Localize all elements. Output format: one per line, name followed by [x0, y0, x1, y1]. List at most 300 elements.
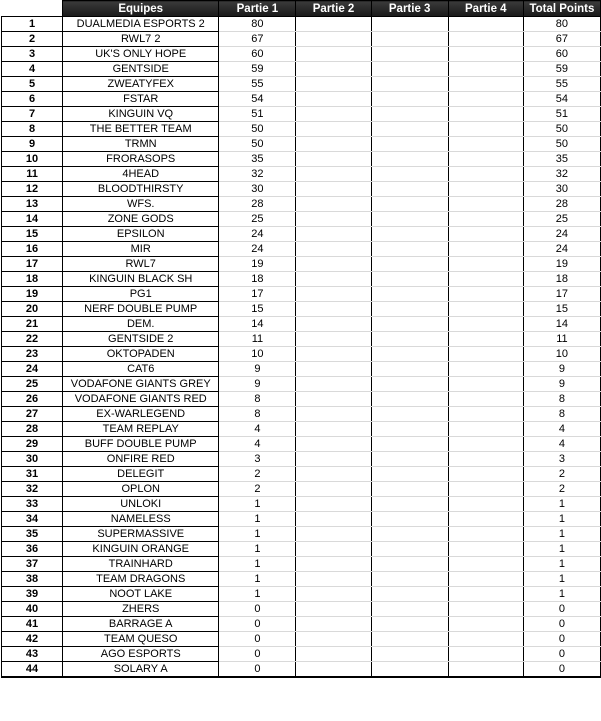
partie2-cell: [296, 242, 371, 257]
team-name-cell: SOLARY A: [63, 662, 219, 678]
table-row: [2, 287, 601, 302]
team-name-cell: TEAM QUESO: [63, 632, 219, 647]
partie2-cell: [296, 62, 371, 77]
table-row: [2, 152, 601, 167]
partie4-cell: [448, 212, 523, 227]
partie4-cell: [448, 467, 523, 482]
partie1-cell: 0: [219, 602, 296, 617]
team-name-cell: DEM.: [63, 317, 219, 332]
partie2-cell: [296, 182, 371, 197]
total-points-cell: 1: [523, 587, 600, 602]
table-row: [2, 392, 601, 407]
partie1-cell: 0: [219, 662, 296, 678]
partie2-cell: [296, 497, 371, 512]
partie1-cell: 1: [219, 587, 296, 602]
partie4-cell: [448, 317, 523, 332]
table-row: [2, 572, 601, 587]
partie1-cell: 3: [219, 452, 296, 467]
partie1-cell: 4: [219, 422, 296, 437]
partie4-cell: [448, 407, 523, 422]
partie2-cell: [296, 572, 371, 587]
partie1-cell: 2: [219, 482, 296, 497]
team-name-cell: OKTOPADEN: [63, 347, 219, 362]
partie3-column-header: Partie 3: [371, 1, 448, 17]
partie4-cell: [448, 197, 523, 212]
team-name-cell: NAMELESS: [63, 512, 219, 527]
partie1-cell: 60: [219, 47, 296, 62]
team-name-cell: VODAFONE GIANTS RED: [63, 392, 219, 407]
total-points-cell: 24: [523, 227, 600, 242]
total-points-cell: 32: [523, 167, 600, 182]
rank-cell: 30: [2, 452, 63, 467]
partie2-cell: [296, 32, 371, 47]
team-name-cell: BUFF DOUBLE PUMP: [63, 437, 219, 452]
partie2-cell: [296, 407, 371, 422]
partie1-cell: 51: [219, 107, 296, 122]
partie4-cell: [448, 377, 523, 392]
partie2-cell: [296, 47, 371, 62]
partie4-cell: [448, 452, 523, 467]
partie4-cell: [448, 332, 523, 347]
total-points-cell: 1: [523, 557, 600, 572]
table-row: [2, 257, 601, 272]
rank-cell: 32: [2, 482, 63, 497]
partie3-cell: [371, 332, 448, 347]
table-row: [2, 362, 601, 377]
table-row: [2, 242, 601, 257]
rank-cell: 39: [2, 587, 63, 602]
team-name-cell: UK'S ONLY HOPE: [63, 47, 219, 62]
partie3-cell: [371, 452, 448, 467]
table-row: [2, 32, 601, 47]
table-row: [2, 437, 601, 452]
partie2-cell: [296, 437, 371, 452]
team-name-cell: NOOT LAKE: [63, 587, 219, 602]
partie4-cell: [448, 422, 523, 437]
team-name-cell: EX-WARLEGEND: [63, 407, 219, 422]
partie4-cell: [448, 347, 523, 362]
rank-cell: 22: [2, 332, 63, 347]
partie1-cell: 11: [219, 332, 296, 347]
partie1-cell: 50: [219, 137, 296, 152]
total-points-cell: 8: [523, 392, 600, 407]
partie4-cell: [448, 662, 523, 678]
team-name-cell: AGO ESPORTS: [63, 647, 219, 662]
table-row: [2, 662, 601, 678]
total-points-cell: 2: [523, 467, 600, 482]
rank-cell: 37: [2, 557, 63, 572]
partie4-cell: [448, 557, 523, 572]
total-points-cell: 1: [523, 512, 600, 527]
team-name-cell: ONFIRE RED: [63, 452, 219, 467]
partie3-cell: [371, 317, 448, 332]
table-row: [2, 77, 601, 92]
header-row: [2, 1, 601, 17]
table-header: [2, 1, 601, 17]
partie1-cell: 1: [219, 527, 296, 542]
total-points-cell: 15: [523, 302, 600, 317]
table-row: [2, 107, 601, 122]
partie2-cell: [296, 377, 371, 392]
total-points-cell: 14: [523, 317, 600, 332]
team-name-cell: DUALMEDIA ESPORTS 2: [63, 17, 219, 32]
partie2-cell: [296, 332, 371, 347]
table-row: [2, 197, 601, 212]
partie4-cell: [448, 512, 523, 527]
partie1-cell: 25: [219, 212, 296, 227]
partie1-cell: 35: [219, 152, 296, 167]
total-points-cell: 10: [523, 347, 600, 362]
partie4-cell: [448, 257, 523, 272]
partie4-cell: [448, 122, 523, 137]
partie4-cell: [448, 392, 523, 407]
total-points-cell: 11: [523, 332, 600, 347]
team-name-cell: KINGUIN ORANGE: [63, 542, 219, 557]
partie3-cell: [371, 107, 448, 122]
partie3-cell: [371, 512, 448, 527]
rank-cell: 20: [2, 302, 63, 317]
team-name-cell: TRAINHARD: [63, 557, 219, 572]
table-row: [2, 302, 601, 317]
partie1-cell: 10: [219, 347, 296, 362]
partie3-cell: [371, 407, 448, 422]
partie4-cell: [448, 137, 523, 152]
rank-cell: 38: [2, 572, 63, 587]
partie3-cell: [371, 17, 448, 32]
table-row: [2, 407, 601, 422]
partie1-cell: 0: [219, 647, 296, 662]
team-name-cell: RWL7: [63, 257, 219, 272]
team-name-cell: TEAM REPLAY: [63, 422, 219, 437]
partie3-cell: [371, 647, 448, 662]
partie3-cell: [371, 167, 448, 182]
partie2-column-header: Partie 2: [296, 1, 371, 17]
partie3-cell: [371, 242, 448, 257]
total-points-cell: 0: [523, 647, 600, 662]
team-name-cell: KINGUIN BLACK SH: [63, 272, 219, 287]
rank-column-header: [2, 1, 63, 17]
rank-cell: 18: [2, 272, 63, 287]
rank-cell: 7: [2, 107, 63, 122]
partie1-cell: 1: [219, 557, 296, 572]
partie4-cell: [448, 497, 523, 512]
table-row: [2, 527, 601, 542]
rank-cell: 8: [2, 122, 63, 137]
rank-cell: 15: [2, 227, 63, 242]
total-points-cell: 54: [523, 92, 600, 107]
partie2-cell: [296, 662, 371, 678]
partie1-cell: 0: [219, 632, 296, 647]
table-row: [2, 347, 601, 362]
partie1-cell: 17: [219, 287, 296, 302]
team-name-cell: ZONE GODS: [63, 212, 219, 227]
partie2-cell: [296, 317, 371, 332]
rank-cell: 35: [2, 527, 63, 542]
equipes-column-header: Equipes: [63, 1, 219, 17]
partie1-cell: 9: [219, 362, 296, 377]
table-row: [2, 557, 601, 572]
rank-cell: 19: [2, 287, 63, 302]
table-row: [2, 422, 601, 437]
partie3-cell: [371, 437, 448, 452]
partie2-cell: [296, 77, 371, 92]
table-row: [2, 587, 601, 602]
team-name-cell: GENTSIDE: [63, 62, 219, 77]
total-points-cell: 8: [523, 407, 600, 422]
table-row: [2, 377, 601, 392]
partie1-cell: 15: [219, 302, 296, 317]
team-name-cell: PG1: [63, 287, 219, 302]
partie1-cell: 30: [219, 182, 296, 197]
partie4-cell: [448, 32, 523, 47]
total-points-cell: 18: [523, 272, 600, 287]
partie4-cell: [448, 77, 523, 92]
partie2-cell: [296, 272, 371, 287]
partie1-cell: 8: [219, 407, 296, 422]
partie3-cell: [371, 92, 448, 107]
partie3-cell: [371, 347, 448, 362]
partie4-cell: [448, 182, 523, 197]
partie1-cell: 80: [219, 17, 296, 32]
team-name-cell: ZWEATYFEX: [63, 77, 219, 92]
partie1-cell: 67: [219, 32, 296, 47]
partie2-cell: [296, 587, 371, 602]
partie4-cell: [448, 302, 523, 317]
partie3-cell: [371, 587, 448, 602]
rank-cell: 12: [2, 182, 63, 197]
total-points-cell: 35: [523, 152, 600, 167]
rank-cell: 23: [2, 347, 63, 362]
partie1-cell: 24: [219, 242, 296, 257]
partie1-cell: 50: [219, 122, 296, 137]
partie2-cell: [296, 647, 371, 662]
partie1-cell: 4: [219, 437, 296, 452]
total-points-column-header: Total Points: [523, 1, 600, 17]
rank-cell: 27: [2, 407, 63, 422]
partie1-cell: 59: [219, 62, 296, 77]
partie3-cell: [371, 122, 448, 137]
partie3-cell: [371, 197, 448, 212]
table-row: [2, 647, 601, 662]
table-row: [2, 227, 601, 242]
table-row: [2, 497, 601, 512]
partie4-cell: [448, 482, 523, 497]
total-points-cell: 0: [523, 617, 600, 632]
partie3-cell: [371, 212, 448, 227]
total-points-cell: 3: [523, 452, 600, 467]
partie3-cell: [371, 272, 448, 287]
rank-cell: 10: [2, 152, 63, 167]
partie2-cell: [296, 152, 371, 167]
partie4-cell: [448, 227, 523, 242]
rank-cell: 31: [2, 467, 63, 482]
team-name-cell: FSTAR: [63, 92, 219, 107]
total-points-cell: 51: [523, 107, 600, 122]
partie1-cell: 1: [219, 512, 296, 527]
partie3-cell: [371, 77, 448, 92]
partie2-cell: [296, 107, 371, 122]
partie2-cell: [296, 452, 371, 467]
partie4-cell: [448, 617, 523, 632]
partie3-cell: [371, 482, 448, 497]
partie3-cell: [371, 662, 448, 678]
total-points-cell: 2: [523, 482, 600, 497]
partie2-cell: [296, 422, 371, 437]
partie3-cell: [371, 422, 448, 437]
team-name-cell: BLOODTHIRSTY: [63, 182, 219, 197]
partie1-cell: 1: [219, 572, 296, 587]
partie2-cell: [296, 362, 371, 377]
rank-cell: 41: [2, 617, 63, 632]
partie3-cell: [371, 572, 448, 587]
table-row: [2, 182, 601, 197]
leaderboard-table: [1, 0, 601, 678]
partie2-cell: [296, 212, 371, 227]
partie2-cell: [296, 512, 371, 527]
rank-cell: 17: [2, 257, 63, 272]
partie1-cell: 54: [219, 92, 296, 107]
partie2-cell: [296, 137, 371, 152]
team-name-cell: ZHERS: [63, 602, 219, 617]
total-points-cell: 0: [523, 662, 600, 678]
total-points-cell: 17: [523, 287, 600, 302]
total-points-cell: 1: [523, 542, 600, 557]
partie2-cell: [296, 302, 371, 317]
rank-cell: 24: [2, 362, 63, 377]
team-name-cell: UNLOKI: [63, 497, 219, 512]
partie3-cell: [371, 32, 448, 47]
partie1-cell: 32: [219, 167, 296, 182]
partie2-cell: [296, 527, 371, 542]
rank-cell: 29: [2, 437, 63, 452]
rank-cell: 28: [2, 422, 63, 437]
table-row: [2, 452, 601, 467]
partie4-cell: [448, 152, 523, 167]
rank-cell: 36: [2, 542, 63, 557]
partie2-cell: [296, 347, 371, 362]
total-points-cell: 50: [523, 122, 600, 137]
team-name-cell: THE BETTER TEAM: [63, 122, 219, 137]
partie4-cell: [448, 602, 523, 617]
total-points-cell: 25: [523, 212, 600, 227]
table-row: [2, 137, 601, 152]
rank-cell: 9: [2, 137, 63, 152]
team-name-cell: KINGUIN VQ: [63, 107, 219, 122]
partie3-cell: [371, 362, 448, 377]
partie4-cell: [448, 287, 523, 302]
total-points-cell: 55: [523, 77, 600, 92]
partie2-cell: [296, 482, 371, 497]
total-points-cell: 67: [523, 32, 600, 47]
table-row: [2, 467, 601, 482]
partie2-cell: [296, 122, 371, 137]
partie3-cell: [371, 497, 448, 512]
total-points-cell: 30: [523, 182, 600, 197]
table-row: [2, 602, 601, 617]
partie1-cell: 18: [219, 272, 296, 287]
rank-cell: 42: [2, 632, 63, 647]
partie2-cell: [296, 617, 371, 632]
rank-cell: 16: [2, 242, 63, 257]
table-row: [2, 332, 601, 347]
partie4-column-header: Partie 4: [448, 1, 523, 17]
total-points-cell: 19: [523, 257, 600, 272]
team-name-cell: TRMN: [63, 137, 219, 152]
total-points-cell: 4: [523, 422, 600, 437]
partie3-cell: [371, 542, 448, 557]
partie2-cell: [296, 602, 371, 617]
team-name-cell: EPSILON: [63, 227, 219, 242]
partie4-cell: [448, 587, 523, 602]
partie4-cell: [448, 632, 523, 647]
partie2-cell: [296, 632, 371, 647]
team-name-cell: DELEGIT: [63, 467, 219, 482]
table-row: [2, 617, 601, 632]
partie1-cell: 28: [219, 197, 296, 212]
table-row: [2, 272, 601, 287]
partie2-cell: [296, 392, 371, 407]
partie4-cell: [448, 107, 523, 122]
total-points-cell: 1: [523, 497, 600, 512]
team-name-cell: SUPERMASSIVE: [63, 527, 219, 542]
partie4-cell: [448, 17, 523, 32]
partie3-cell: [371, 617, 448, 632]
table-row: [2, 17, 601, 32]
partie2-cell: [296, 227, 371, 242]
table-row: [2, 62, 601, 77]
team-name-cell: TEAM DRAGONS: [63, 572, 219, 587]
partie3-cell: [371, 602, 448, 617]
partie3-cell: [371, 62, 448, 77]
total-points-cell: 1: [523, 527, 600, 542]
rank-cell: 40: [2, 602, 63, 617]
rank-cell: 11: [2, 167, 63, 182]
total-points-cell: 60: [523, 47, 600, 62]
team-name-cell: 4HEAD: [63, 167, 219, 182]
partie2-cell: [296, 167, 371, 182]
team-name-cell: NERF DOUBLE PUMP: [63, 302, 219, 317]
partie4-cell: [448, 362, 523, 377]
partie4-cell: [448, 47, 523, 62]
partie2-cell: [296, 542, 371, 557]
partie3-cell: [371, 467, 448, 482]
total-points-cell: 24: [523, 242, 600, 257]
partie3-cell: [371, 182, 448, 197]
partie4-cell: [448, 542, 523, 557]
total-points-cell: 9: [523, 377, 600, 392]
rank-cell: 2: [2, 32, 63, 47]
partie2-cell: [296, 257, 371, 272]
partie1-cell: 2: [219, 467, 296, 482]
partie3-cell: [371, 47, 448, 62]
partie4-cell: [448, 242, 523, 257]
partie3-cell: [371, 137, 448, 152]
rank-cell: 26: [2, 392, 63, 407]
rank-cell: 25: [2, 377, 63, 392]
partie1-cell: 8: [219, 392, 296, 407]
partie3-cell: [371, 377, 448, 392]
partie2-cell: [296, 17, 371, 32]
total-points-cell: 0: [523, 632, 600, 647]
team-name-cell: BARRAGE A: [63, 617, 219, 632]
partie3-cell: [371, 392, 448, 407]
table-row: [2, 542, 601, 557]
partie1-cell: 1: [219, 497, 296, 512]
rank-cell: 21: [2, 317, 63, 332]
partie4-cell: [448, 527, 523, 542]
partie2-cell: [296, 92, 371, 107]
rank-cell: 33: [2, 497, 63, 512]
